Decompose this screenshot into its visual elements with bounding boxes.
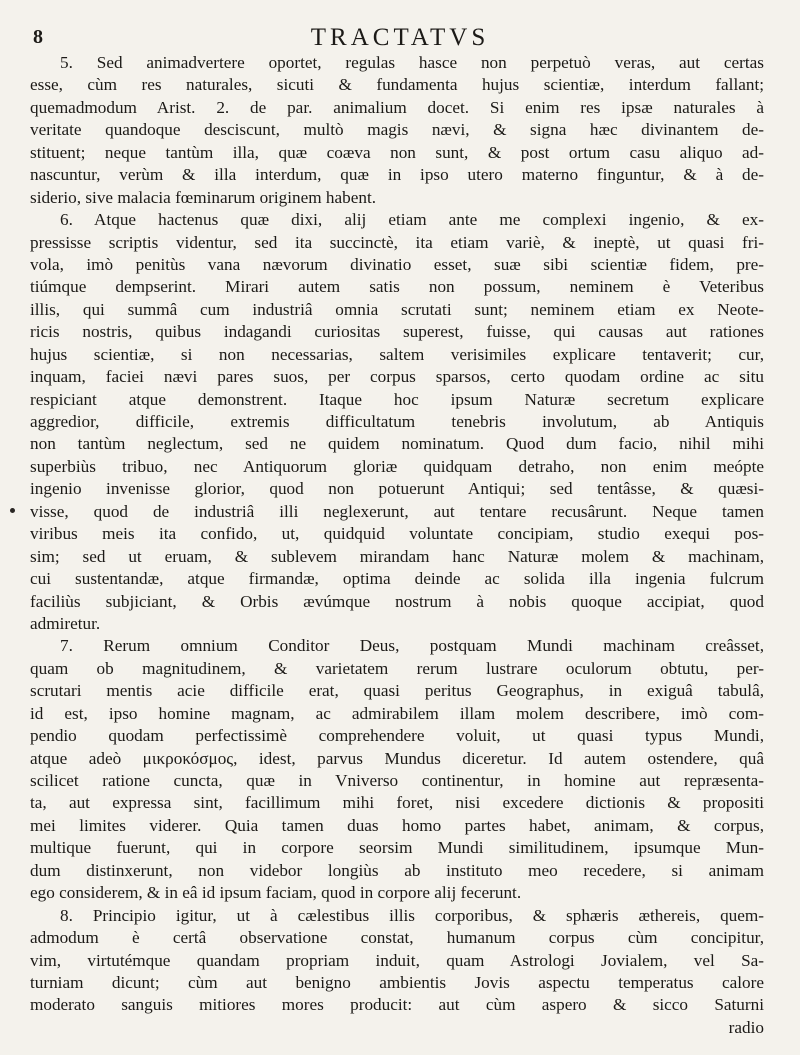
text-line: quam ob magnitudinem, & varietatem rerum lustrare oculorum obtutu, per-	[30, 658, 764, 678]
text-line: quemadmodum Arist. 2. de par. animalium docet. Si enim res ipsæ naturales à	[30, 97, 764, 117]
text-line: ego considerem, & in eâ id ipsum faciam, quod in corpore alij fecerunt.	[30, 883, 522, 903]
text-line: ingenio invenisse glorior, quod non potuerunt Antiqui; sed tentâsse, & quæsi-	[30, 479, 764, 499]
text-line: 6. Atque hactenus quæ dixi, alij etiam ante me complexi ingenio, & ex-	[60, 210, 764, 230]
text-line: mei limites viderer. Quia tamen duas homo partes habet, animam, & corpus,	[30, 815, 764, 835]
margin-mark	[10, 508, 15, 513]
text-line: stituent; neque tantùm illa, quæ coæva non sunt, & post ortum casu aliquo ad-	[30, 142, 764, 162]
text-line: scrutari mentis acie difficile erat, quasi peritus Geographus, in exiguâ tabulâ,	[30, 681, 764, 701]
text-line: superbiùs tribuo, nec Antiquorum gloriæ quidquam detraho, non enim meópte	[30, 456, 764, 476]
text-line: pressisse scriptis videntur, sed ita succinctè, ita etiam variè, & ineptè, ut quasi fri-	[30, 232, 764, 252]
text-line: id est, ipso homine magnam, ac admirabilem illam molem describere, imò com-	[30, 703, 764, 723]
text-line: vim, virtutémque quandam propriam induit, quam Astrologi Jovialem, vel Sa-	[30, 950, 764, 970]
running-title: TRACTATVS	[310, 24, 490, 51]
text-line: admodum è certâ observatione constat, humanum corpus cùm concipitur,	[30, 928, 764, 948]
text-line: faciliùs subjiciant, & Orbis ævúmque nostrum à nobis quoque accipiat, quod	[30, 591, 764, 611]
text-line: vola, imò penitùs vana nævorum divinatio esset, suæ sibi scientiæ fidem, pre-	[30, 254, 764, 274]
text-line: non tantùm neglectum, sed ne quidem nominatum. Quod dum facio, nihil mihi	[30, 434, 764, 454]
text-line: nascuntur, verùm & illa interdum, quæ in ipso utero materno finguntur, & à de-	[30, 165, 764, 185]
page-number: 8	[33, 26, 43, 48]
text-line: inquam, faciei nævi pares suos, per corpus sparsos, certo quodam ordine ac situ	[30, 367, 764, 387]
text-line: cui sustentandæ, atque firmandæ, optima deinde ac solida illa ingenia fulcrum	[30, 569, 764, 589]
body-text	[30, 52, 764, 1039]
text-line: multique fuerunt, qui in corpore seorsim Mundi similitudinem, ipsumque Mun-	[30, 838, 764, 858]
text-line: 5. Sed animadvertere oportet, regulas hasce non perpetuò veras, aut certas	[60, 53, 764, 72]
text-line: aggredior, difficile, extremis difficultatum tenebris involutum, ab Antiquis	[30, 412, 764, 431]
text-line: illis, qui summâ cum industriâ omnia scrutati sunt; neminem etiam ex Neote-	[30, 299, 764, 319]
text-line: hujus scientiæ, si non necessarias, saltem verisimiles explicare tentaverit; cur,	[30, 344, 764, 364]
text-line: 7. Rerum omnium Conditor Deus, postquam Mundi machinam creâsset,	[60, 636, 764, 656]
text-line: pendio quodam perfectissimè comprehendere voluit, ut quasi typus Mundi,	[30, 726, 764, 746]
text-line: visse, quod de industriâ illi neglexerunt, aut tentare recusârunt. Neque tamen	[30, 501, 764, 521]
text-line: ricis nostris, quibus indagandi curiositas superest, fuisse, qui causas aut rationes	[30, 322, 764, 342]
text-line: admiretur.	[30, 613, 101, 633]
text-line: turniam dicunt; cùm aut benigno ambientis Jovis aspectu temperatus calore	[30, 972, 764, 992]
text-line: ta, aut expressa sint, facillimum mihi foret, nisi excedere dictionis & propositi	[30, 793, 764, 813]
text-line: siderio, sive malacia fœminarum originem habent.	[30, 187, 377, 207]
text-line: sim; sed ut eruam, & sublevem mirandam hanc Naturæ molem & machinam,	[30, 546, 764, 566]
text-line: dum distinxerunt, non videbor longiùs ab instituto meo recedere, si animam	[30, 860, 764, 880]
text-line: veritate quandoque desciscunt, multò magis nævi, & signa hæc divinantem de-	[30, 120, 764, 140]
text-line: moderato sanguis mitiores mores producit: aut cùm aspero & sicco Saturni	[30, 995, 764, 1015]
text-line: respiciant atque demonstrent. Itaque hoc ipsum Naturæ secretum explicare	[30, 389, 764, 409]
text-line: 8. Principio igitur, ut à cælestibus illis corporibus, & sphæris æthereis, quem-	[60, 905, 764, 925]
text-line: radio	[728, 1017, 764, 1037]
text-line: scilicet ratione cuncta, quæ in Vniverso continentur, in homine aut repræsenta-	[30, 771, 764, 790]
text-line: esse, cùm res naturales, sicuti & fundamenta hujus scientiæ, interdum fallant;	[30, 75, 764, 95]
text-line: viribus meis ita confido, ut, quidquid voluntate concipiam, studio exequi pos-	[30, 524, 764, 544]
text-line: atque adeò μικροκόσμος, idest, parvus Mundus diceretur. Id autem ostendere, quâ	[30, 748, 764, 768]
text-line: tiúmque dempserint. Mirari autem satis non possum, neminem è Veteribus	[30, 277, 764, 297]
